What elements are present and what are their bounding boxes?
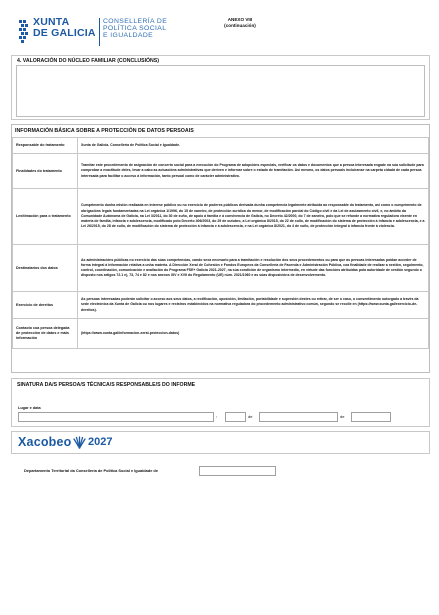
row-label: Contacto coa persoa delegada de protección de datos e máis información [13,319,78,349]
row-value: Xunta de Galicia. Consellería de Política Social e Igualdade. [78,138,429,154]
family-assessment-section [11,55,430,120]
department-line-1: CONSELLERÍA DE [103,18,168,25]
row-label: Exercicio de dereitos [13,292,78,319]
xacobeo-banner [11,431,430,454]
month-input[interactable] [259,412,338,422]
table-row [13,292,429,319]
row-label: Responsable do tratamento [13,138,78,154]
row-value: Tramitar este procedemento de asignación de concerto social para a execución do Programa de adopcións especiais, verificar os datos e documentos que a persoa interesada engade na súa solicitude para comprobar a exactitude deles, levar a cabo as actuacións administrativas que deriven e informar sobre o estado de tramitación. Así mesmo, os datos persoais incluiranse na carpeta cidadá de cada persoa interesada para facilitar o acceso á información, tanto persoal como de carácter administrativo. [78,154,429,189]
logo-line-1: XUNTA [33,16,70,28]
annex-title: ANEXO VIII [227,17,253,22]
data-protection-table [12,137,429,349]
territorial-department-input[interactable] [199,466,276,476]
table-row [13,245,429,292]
table-row [13,189,429,245]
xacobeo-year: 2027 [88,436,113,448]
row-value: As persoas interesadas poderán solicitar o acceso aos seus datos, a rectificación, oposición, limitación, portabilidade e supresión destes ou retirar, de ser o caso, o consentimento outorgado a través da sede electrónica da Xunta de Galicia ou nos lugares e rexistros establecidos na normativa reguladora do procedemento administrativo común, segundo se recolle en (https://www.xunta.gal/exercicio-de-dereitos). [78,292,429,319]
row-value: Cumprimento dunha misión realizada en interese público ou no exercicio de poderes públicos derivada dunha competencia legalmente atribuída ao responsable do tratamento, así como o cumprimento de obrigacións legais fundamentadas na Lei orgánica 1/1996, do 15 de xaneiro, de protección xurídica do menor, de modificación parcial do Código civil e da Lei de axuizamento civil, e, no ámbito da Comunidade Autónoma de Galicia, na Lei 3/2011, do 30 de xuño, de apoio á familia e á convivencia de Galicia, no Decreto 42/2000, do 7 de xaneiro, polo que se refunde a normativa reguladora vixente en materia de familia, infancia e adolescencia, modificado polo Decreto 406/2003, do 29 de outubro, a Lei orgánica 8/2015, do 22 de xullo, de modificación do sistema de protección á infancia e adolescencia, e a Lei 26/2015, do 28 de xullo, de modificación do sistema de protección á infancia e á adolescencia, e na Lei orgánica 8/2021, do 4 de xuño, de protección integral á infancia fronte á violencia. [78,189,429,245]
row-value: As administracións públicas no exercicio das súas competencias, cando sexa necesario para a tramitación e resolución dos seus procedementos ou para que as persoas interesadas poidan acceder de forma integral á información relativa a unha materia. A Dirección Xeral de Cohesión e Fondos Europeos da Consellería de Facenda e Administración Pública, coa finalidade de realizar a xestión, seguimento, control, coordinación, comunicación e avaliación do Programa FSE+ Galicia 2021-2027, na súa condición de organismo intermedio, en virtude das funcións atribuídas pola autoridade de xestión segundo o disposto nos artigos 72.1 e), 73, 74 e 82 e nos anexos XIV e XVII do Regulamento (UE) núm. 2021/1060 e as súas disposicións de desenvolvemento. [78,245,429,292]
xacobeo-logo-text: Xacobeo [18,435,72,449]
row-value: (https://www.xunta.gal/informacion-xeral-proteccion-datos) [78,319,429,349]
row-label: Lexitimación para o tratamento [13,189,78,245]
section-title: 4. VALORACIÓN DO NÚCLEO FAMILIAR (CONCLUSIÓNS) [17,58,159,64]
table-row [13,138,429,154]
department-name [103,18,167,40]
xunta-emblem-icon [18,19,30,44]
section-title: SINATURA DA/S PERSOA/S TÉCNICA/S RESPONSABLE/S DO INFORME [17,382,196,388]
data-protection-section [11,124,430,373]
scallop-shell-icon [73,436,86,449]
day-input[interactable] [225,412,246,422]
section-title: INFORMACIÓN BÁSICA SOBRE A PROTECCIÓN DE DATOS PERSOAIS [15,128,194,134]
signature-section [11,378,430,427]
comma-separator: , [216,413,218,418]
conclusions-textarea[interactable] [16,65,425,117]
logo-line-2: DE GALICIA [33,27,96,39]
place-date-label: Lugar e data [18,406,41,410]
annex-heading [215,17,265,29]
place-input[interactable] [18,412,214,422]
table-row [13,154,429,189]
territorial-department-label: Departamento Territorial da Consellería de Política Social e Igualdade de [24,468,158,473]
department-line-3: E IGUALDADE [103,32,154,40]
xunta-wordmark [33,17,96,39]
table-row [13,319,429,349]
annex-subtitle: (continuación) [224,23,256,28]
de-label: de [248,414,253,419]
row-label: Destinatarios dos datos [13,245,78,292]
year-input[interactable] [351,412,391,422]
de-label: de [340,414,345,419]
header-divider [99,18,100,46]
department-line-2: POLÍTICA SOCIAL [103,25,167,33]
row-label: Finalidades do tratamento [13,154,78,189]
